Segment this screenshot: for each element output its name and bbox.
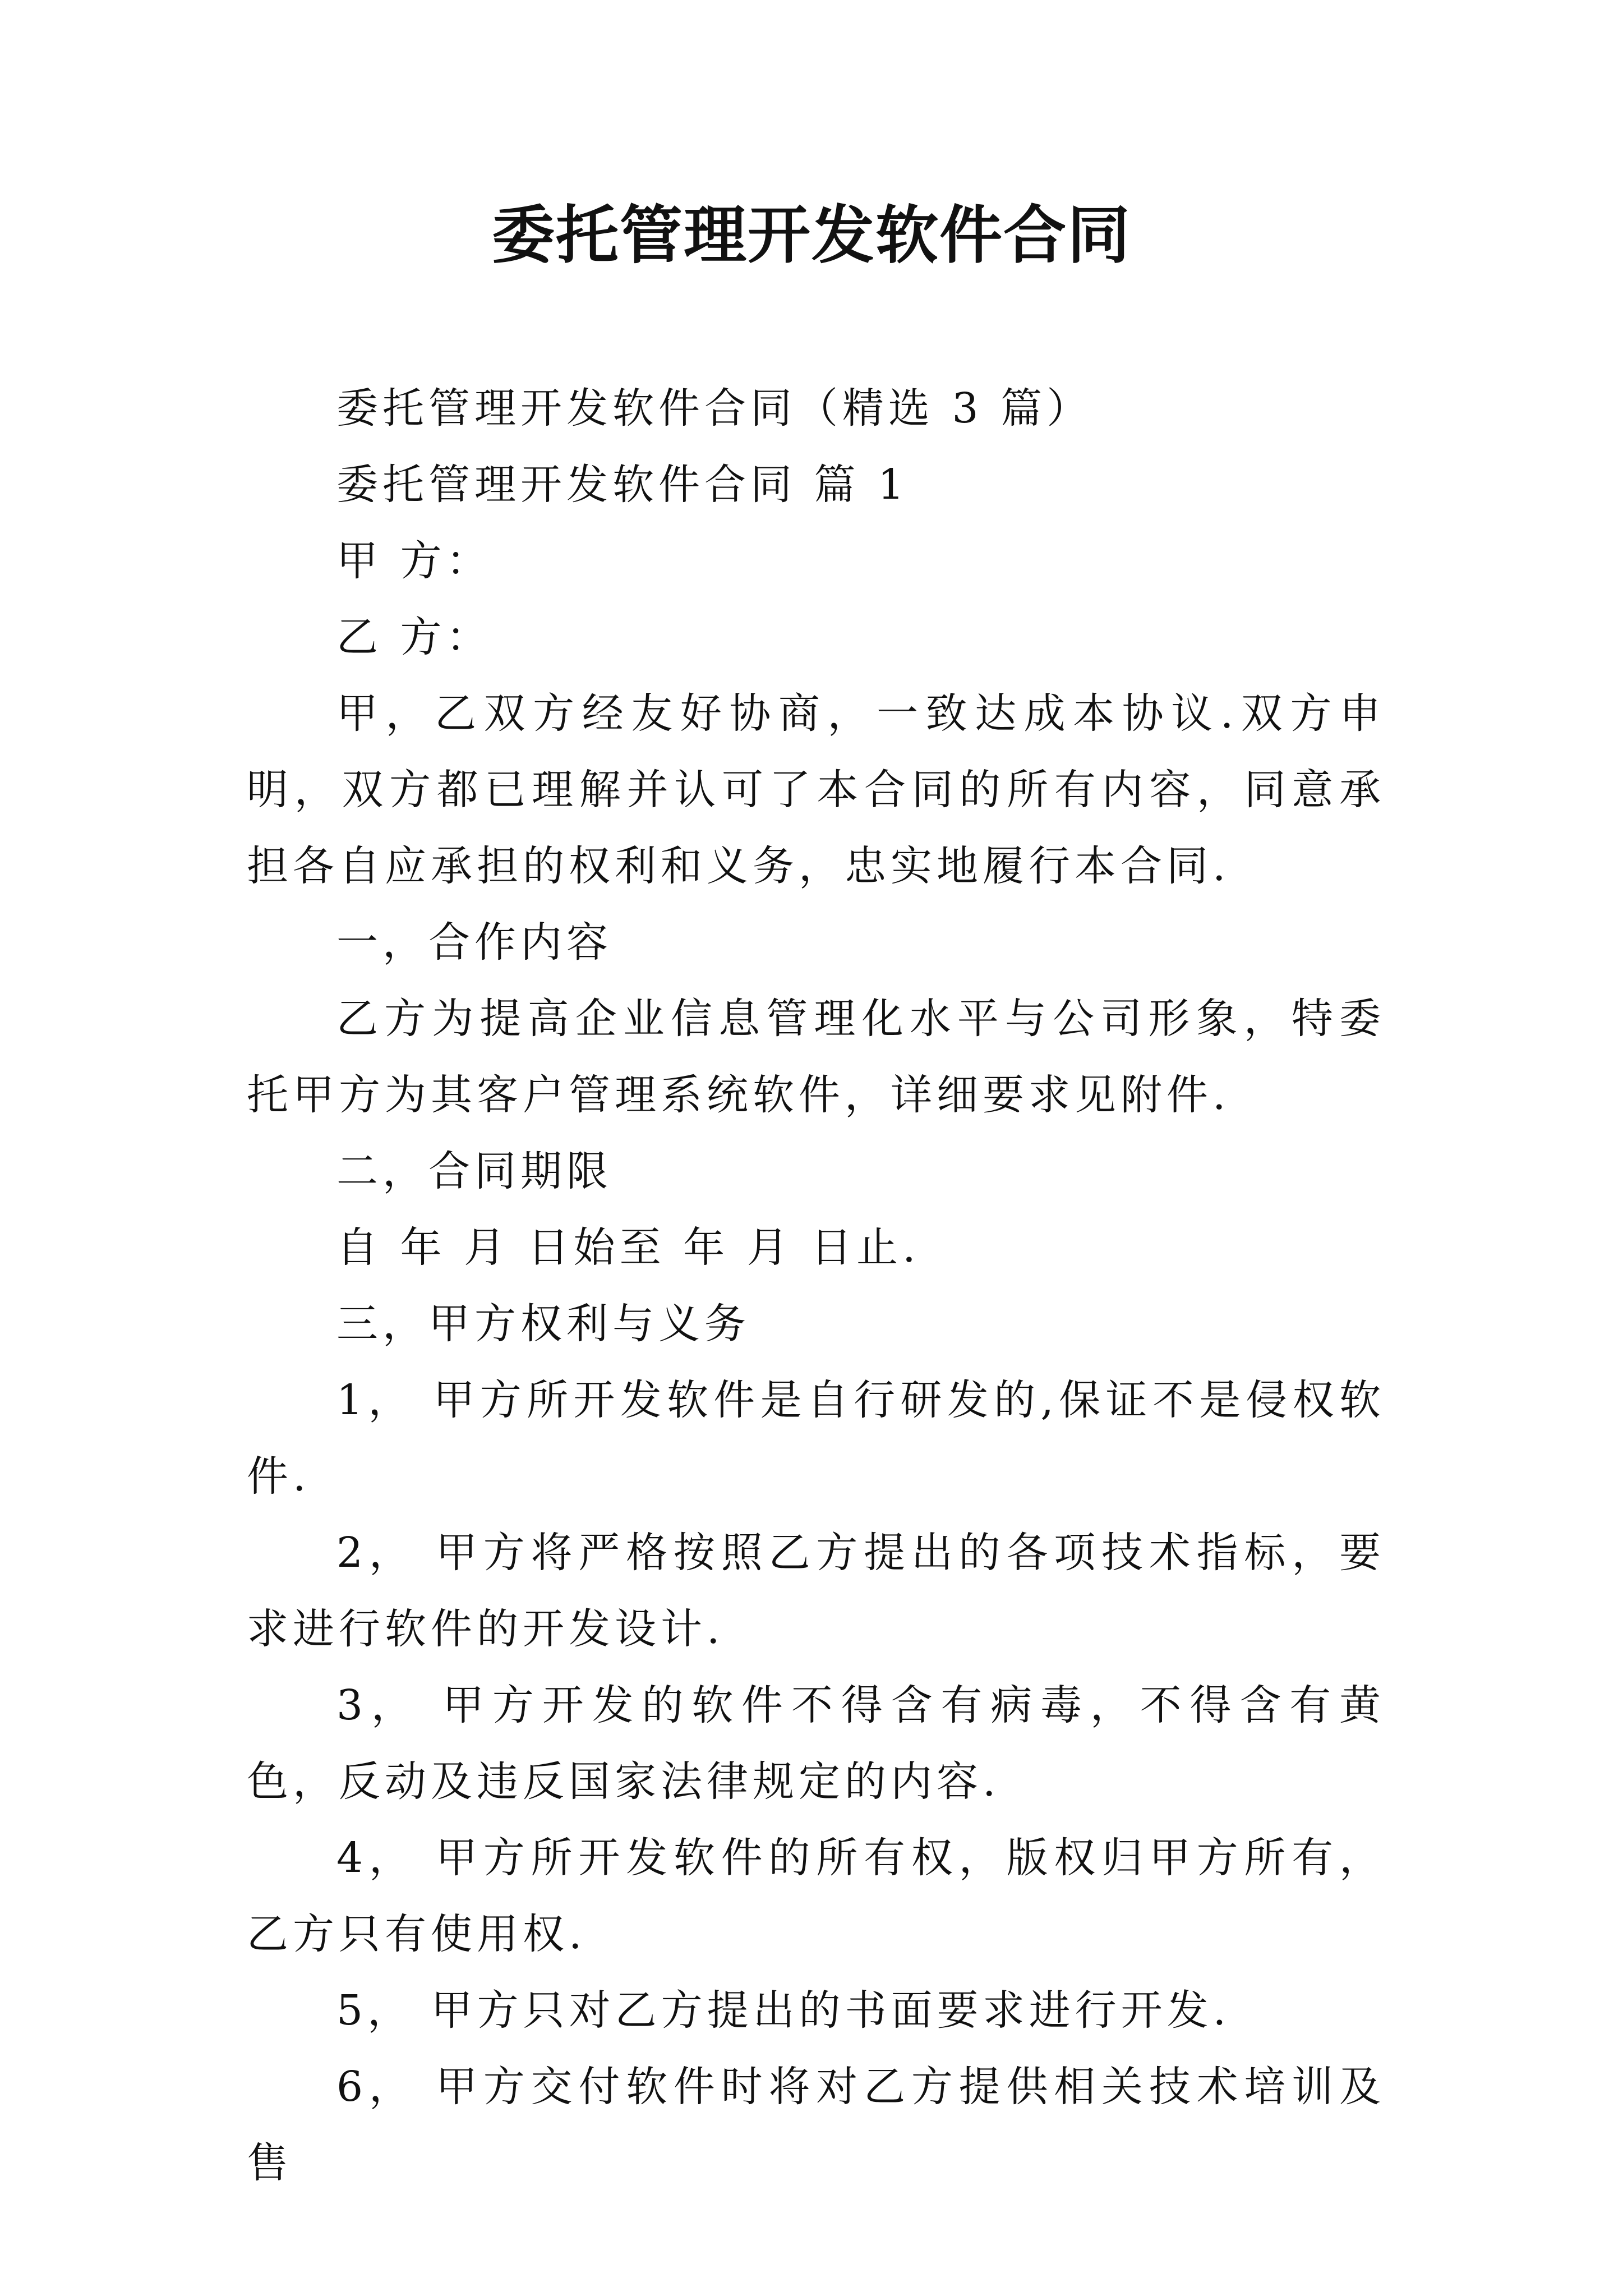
clause-1: 1， 甲方所开发软件是自行研发的,保证不是侵权软件. — [247, 1376, 1385, 1501]
clause-3: 3， 甲方开发的软件不得含有病毒，不得含有黄色，反动及违反国家法律规定的内容. — [247, 1681, 1385, 1806]
clause-2: 2， 甲方将严格按照乙方提出的各项技术指标，要求进行软件的开发设计. — [247, 1529, 1385, 1653]
paragraph-agreement: 甲，乙双方经友好协商，一致达成本协议.双方申明，双方都已理解并认可了本合同的所有内容，同意承担各自应承担的权利和义务，忠实地履行本合同. — [247, 689, 1385, 890]
document-title: 委托管理开发软件合同 — [492, 199, 1131, 272]
party-a-line: 甲 方： — [336, 537, 492, 585]
heading-term: 二，合同期限 — [336, 1147, 612, 1195]
paragraph-cooperation: 乙方为提高企业信息管理化水平与公司形象，特委托甲方为其客户管理系统软件，详细要求见附件. — [247, 995, 1385, 1119]
paragraph-section-heading: 委托管理开发软件合同 篇 1 — [336, 461, 909, 509]
clause-6: 6， 甲方交付软件时将对乙方提供相关技术培训及售 — [247, 2063, 1385, 2187]
party-b-line: 乙 方： — [336, 613, 492, 661]
heading-cooperation: 一，合作内容 — [336, 918, 612, 967]
clause-4: 4， 甲方所开发软件的所有权，版权归甲方所有，乙方只有使用权. — [247, 1834, 1385, 1958]
heading-party-a-rights: 三，甲方权利与义务 — [336, 1300, 750, 1348]
paragraph-subtitle: 委托管理开发软件合同（精选 3 篇） — [336, 384, 1093, 432]
document-body — [247, 370, 1385, 2201]
paragraph-term: 自 年 月 日始至 年 月 日止. — [336, 1223, 920, 1272]
clause-5: 5， 甲方只对乙方提出的书面要求进行开发. — [336, 1986, 1231, 2035]
